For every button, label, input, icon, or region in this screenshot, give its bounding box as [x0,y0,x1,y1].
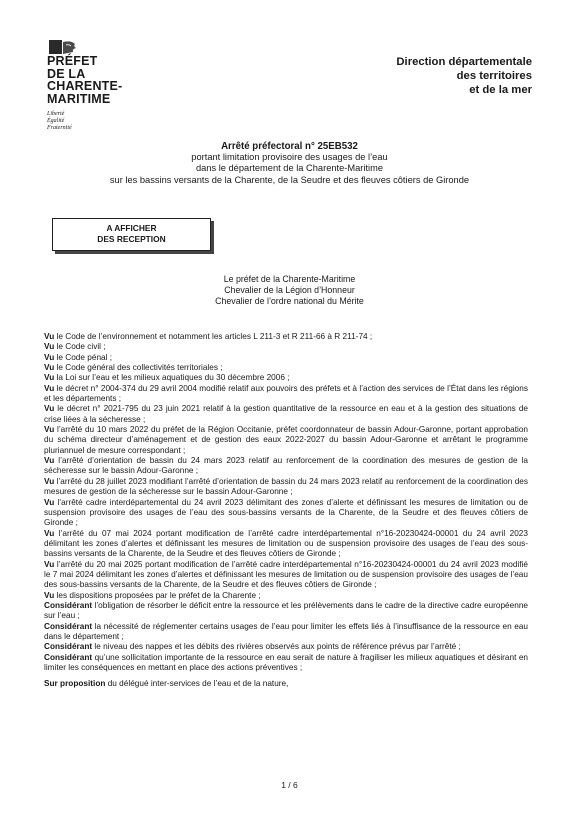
visa-item [44,363,528,373]
decree-subtitle-line: sur les bassins versants de la Charente, de la Seudre et des fleuves côtiers de Gironde [109,174,470,185]
visa-text: le décret n° 2004-374 du 29 avril 2004 modifié relatif aux pouvoirs des préfets et à l’action des services de l’État dans les régions et les départements ; [44,383,528,404]
considerant-keyword: Considérant [44,621,93,631]
visa-item [44,456,528,477]
considerant-item [44,653,528,674]
republic-motto [47,111,72,132]
visa-keyword: Vu [44,352,55,362]
visa-keyword: Vu [44,373,55,383]
prefect-line: Chevalier de l’ordre national du Mérite [215,296,364,307]
visa-text: l’arrêté du 07 mai 2024 portant modification de l’arrêté cadre interdépartemental n°16-20230424-00001 du 24 avril 2023 délimitant les zones d’alertes et définissant les mesures de limitation ou de suspension provisoire des usages de l’eau des sous-bassins versants de la Charente, de la Seudre et des fleuves côtiers de Gironde ; [44,528,528,559]
page-number: 1 / 6 [281,780,298,790]
considerant-text: la nécessité de réglementer certains usages de l’eau pour limiter les effets liés à l’insuffisance de la ressource en eau dans le département ; [44,621,528,641]
visa-item [44,477,528,498]
logo-line: CHARENTE- [47,79,123,94]
motto-line: Égalité [47,118,65,124]
proposal-item [44,679,528,689]
direction-line: et de la mer [469,84,532,96]
marianne-logo [49,40,79,54]
visa-text: la Loi sur l’eau et les milieux aquatiques du 30 décembre 2006 ; [54,373,290,383]
display-notice-line: A AFFICHER [106,223,157,233]
considerant-item [44,622,528,643]
direction-line: des territoires [456,70,532,82]
prefect-line: Le préfet de la Charente-Maritime [223,274,356,284]
decree-title: Arrêté préfectoral n° 25EB532 [221,141,358,152]
considerant-item [44,642,528,652]
proposal-keyword: Sur proposition [44,679,106,689]
visa-text: l’arrêté d’orientation de bassin du 24 mars 2023 relatif au renforcement de la coordination des mesures de gestion de la sécheresse sur le bassin Adour-Garonne ; [44,456,528,476]
visa-keyword: Vu [44,404,55,414]
visa-text: le Code général des collectivités territoriales ; [54,363,223,373]
motto-line: Liberté [47,111,65,117]
proposal-text: du délégué inter-services de l’eau et de la nature, [105,679,289,689]
prefecture-logo-text [47,55,122,105]
visa-text: le Code civil ; [54,342,106,352]
considerant-text: qu’une sollicitation importante de la ressource en eau serait de nature à fragiliser les milieux aquatiques et désirant en limiter les conséquences en mettant en place des actions préventives ; [44,652,528,672]
visa-item [44,591,528,601]
visa-text: l’arrêté du 20 mai 2025 portant modification de l’arrêté cadre interdépartemental n°16-20230424-00001 du 24 avril 2023 modifié le 7 mai 2024 délimitant les zones d’alertes et définissant les mesures de limitation ou de suspension provisoire des usages de l’eau des sous-bassins versants de la Charente, de la Seudre et des fleuves côtiers de Gironde ; [44,559,528,590]
visa-text: le décret n° 2021-795 du 23 juin 2021 relatif à la gestion quantitative de la ressource en eau et à la gestion des situations de crise liées à la sécheresse ; [44,404,528,424]
visa-item [44,373,528,383]
visa-keyword: Vu [44,425,55,435]
visa-item [44,560,528,591]
considerant-text: le niveau des nappes et les débits des rivières observés aux points de référence prévus par l’arrêté ; [92,642,461,652]
visa-text: l’arrêté cadre interdépartemental du 24 avril 2023 délimitant des zones d’alerte et définissant les mesures de limitation ou de suspension provisoire des usages de l’eau des sous-bassins versants de la Charente, de la Seudre et des fleuves côtiers de Gironde ; [44,497,528,528]
visa-keyword: Vu [44,456,55,466]
visa-item [44,529,528,560]
display-notice-line: DES RECEPTION [97,234,166,244]
logo-line: DE LA [47,66,86,81]
visa-keyword: Vu [44,497,55,507]
visa-text: le Code pénal ; [54,352,113,362]
logo-line: MARITIME [47,91,111,106]
visa-item [44,384,528,405]
visa-keyword: Vu [44,528,55,538]
visa-keyword: Vu [44,476,55,486]
visa-item [44,332,528,342]
display-notice-box [52,218,211,251]
visa-text: les dispositions proposées par le préfet de la Charente ; [54,590,261,600]
visa-keyword: Vu [44,590,55,600]
direction-line: Direction départementale [396,56,532,68]
decree-title-block [0,141,579,186]
motto-line: Fraternité [47,125,72,131]
visa-keyword: Vu [44,363,55,373]
prefect-line: Chevalier de la Légion d’Honneur [224,285,355,296]
considerant-keyword: Considérant [44,600,93,610]
decree-subtitle-line: dans le département de la Charente-Maritime [195,163,384,174]
visa-keyword: Vu [44,559,55,569]
visa-item [44,342,528,352]
logo-line: PRÉFET [47,54,98,68]
direction-heading [396,55,532,97]
visa-text: l’arrêté du 10 mars 2022 du préfet de la Région Occitanie, préfet coordonnateur de bassin Adour-Garonne, portant approbation du schéma directeur d’aménagement et de gestion des eaux 2022-2027 du bassin Adour-Garonne et arrêtant le programme pluriannuel de mesure correspondant ; [44,425,528,455]
visa-item [44,498,528,529]
considerant-item [44,601,528,622]
visa-keyword: Vu [44,383,55,393]
decree-body [44,332,528,690]
prefect-titles [0,274,579,308]
visa-item [44,425,528,456]
considerant-keyword: Considérant [44,652,93,662]
visa-keyword: Vu [44,342,55,352]
visa-keyword: Vu [44,332,55,341]
considerant-keyword: Considérant [44,642,93,652]
visa-item [44,404,528,425]
considerant-text: l’obligation de résorber le déficit entre la ressource et les prélèvements dans le cadre de la directive cadre européenne sur l’eau ; [44,600,528,621]
visa-text: le Code de l’environnement et notamment les articles L 211-3 et R 211-66 à R 211-74 ; [54,332,373,341]
decree-subtitle-line: portant limitation provisoire des usages de l’eau [191,152,388,163]
visa-item [44,353,528,363]
visa-text: l’arrêté du 28 juillet 2023 modifiant l’arrêté d’orientation de bassin du 24 mars 2023 relatif au renforcement de la coordination des mesures de gestion de la sécheresse sur le bassin Adour-Garonne ; [44,476,528,497]
